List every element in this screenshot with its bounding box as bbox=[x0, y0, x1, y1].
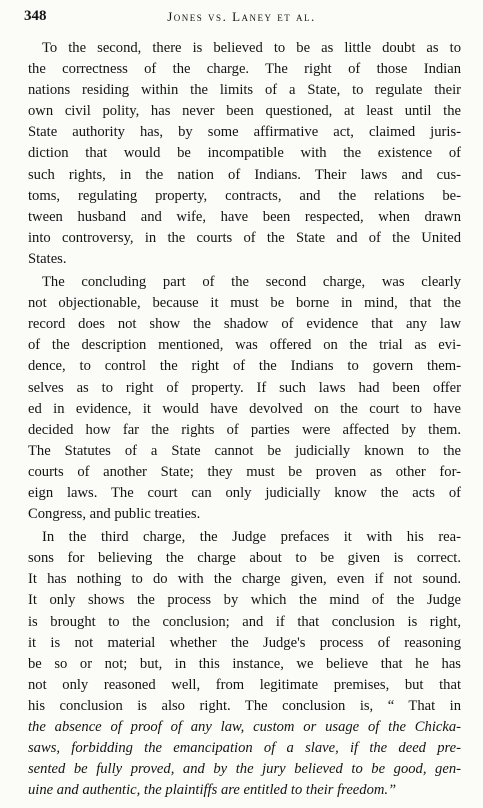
text-line: be so or not; but, in this instance, we believe that he has bbox=[28, 655, 461, 672]
text-line: Congress, and public treaties. bbox=[28, 506, 201, 523]
text-line: It only shows the process by which the mind of the Judge bbox=[28, 592, 461, 609]
quoted-line: sented be fully proved, and by the jury believed to be good, gen- bbox=[28, 761, 461, 778]
text-line: into controversy, in the courts of the State and of the United bbox=[28, 229, 461, 246]
text-line: It has nothing to do with the charge given, even if not sound. bbox=[28, 571, 461, 588]
page-header bbox=[24, 8, 459, 28]
text-line: States. bbox=[28, 250, 67, 267]
text-line: decided how far the rights of parties were affected by them. bbox=[28, 421, 461, 438]
quoted-line: uine and authentic, the plaintiffs are entitled to their freedom.” bbox=[28, 782, 397, 799]
text-line: nations residing within the limits of a State, to regulate their bbox=[28, 82, 461, 99]
paragraph-3 bbox=[28, 527, 461, 801]
text-line: dence, to control the right of the Indians to govern them- bbox=[28, 358, 461, 375]
text-line: not only reasoned well, from legitimate premises, but that bbox=[28, 676, 461, 693]
text-line: ed in evidence, it would have devolved on the court to have bbox=[28, 400, 461, 417]
quoted-line: the absence of proof of any law, custom or usage of the Chicka- bbox=[28, 719, 461, 735]
text-line: The Statutes of a State cannot be judicially known to the bbox=[28, 442, 461, 459]
text-line: own civil polity, has never been questioned, at least until the bbox=[28, 103, 461, 120]
text-line: of the description mentioned, was offered on the trial as evi- bbox=[28, 337, 461, 354]
text-line: eign laws. The court can only judicially know the acts of bbox=[28, 484, 461, 501]
text-line: tween husband and wife, have been respected, when drawn bbox=[28, 208, 461, 225]
text-line: is brought to the conclusion; and if that conclusion is right, bbox=[28, 613, 461, 630]
text-line: it is not material whether the Judge's process of reasoning bbox=[28, 634, 461, 651]
quoted-line: saws, forbidding the emancipation of a slave, if the deed pre- bbox=[28, 740, 461, 757]
text-line: toms, regulating property, contracts, and the relations be- bbox=[28, 187, 461, 204]
page-number: 348 bbox=[24, 8, 47, 24]
running-head: Jones vs. Laney et al. bbox=[167, 9, 316, 24]
text-line: courts of another State; they must be proven as other for- bbox=[28, 463, 461, 480]
text-line: diction that would be incompatible with the existence of bbox=[28, 145, 461, 162]
paragraph-1 bbox=[28, 38, 461, 270]
text-line: State authority has, by some affirmative act, claimed juris- bbox=[28, 124, 461, 141]
text-line: the correctness of the charge. The right of those Indian bbox=[28, 61, 461, 78]
text-line: To the second, there is believed to be as little doubt as to bbox=[42, 40, 461, 56]
text-line: not objectionable, because it must be borne in mind, that the bbox=[28, 295, 461, 312]
text-line: such rights, in the nation of Indians. Their laws and cus- bbox=[28, 166, 461, 183]
paragraph-2 bbox=[28, 272, 461, 525]
text-line: In the third charge, the Judge prefaces it with his rea- bbox=[42, 529, 461, 546]
text-line: selves as to right of property. If such laws had been offer bbox=[28, 379, 461, 396]
text-line: his conclusion is also right. The conclusion is, “ That in bbox=[28, 697, 461, 714]
text-line: sons for believing the charge about to be given is correct. bbox=[28, 550, 461, 567]
page-body bbox=[28, 38, 461, 801]
text-line: record does not show the shadow of evidence that any law bbox=[28, 316, 461, 333]
text-line: The concluding part of the second charge, was clearly bbox=[42, 274, 461, 291]
